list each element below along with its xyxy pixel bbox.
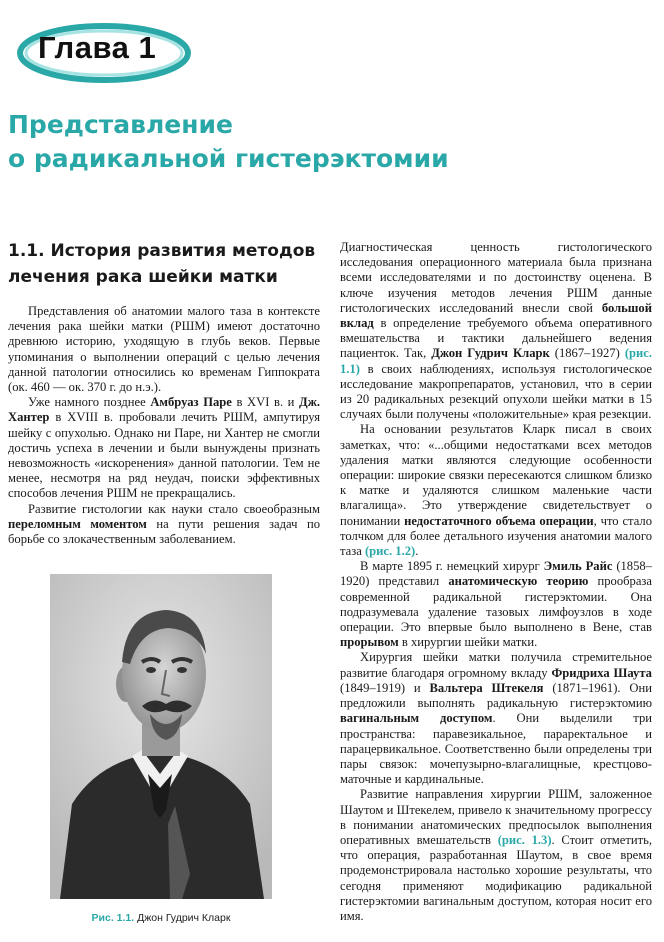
title-line-1: Представление <box>8 110 233 139</box>
paragraph: На основании результатов Кларк писал в своих заметках, что: «...общими недостатками всех методов удаления матки являются следующие особенности операции: широкие связки пересекаются слишком близко к матке и удаляются слишком маленькие части влагалища». Это утверждение свидетельствует о понимании недостаточного объема операции, что стало толчком для более детального изучения анатомии малого таза (рис. 1.2). <box>340 422 652 559</box>
figure-caption <box>50 912 272 924</box>
right-column <box>340 240 652 924</box>
paragraph: Развитие направления хирургии РШМ, заложенное Шаутом и Штекелем, привело к значительному прогрессу в понимании анатомических предпосылок выполнения оперативных вмешательств (рис. 1.3). Стоит отметить, что операция, разработанная Шаутом, в свое время продемонстрировала настолько хорошие результаты, что сегодня применяют модификацию радикальной гистерэктомии вагинальным доступом, которая носит его имя. <box>340 787 652 923</box>
figure-reference: (рис. 1.2) <box>364 544 416 559</box>
chapter-label: Глава 1 <box>38 30 157 65</box>
title-line-2: о радикальной гистерэктомии <box>8 144 449 173</box>
figure-reference: (рис. 1.3) <box>497 832 552 847</box>
page-title <box>8 108 449 176</box>
paragraph: Уже намного позднее Амбруаз Паре в XVI в. и Дж. Хантер в XVIII в. пробовали лечить РШМ, ампутируя шейку с опухолью. Однако ни Паре, ни Хантер не смогли достичь успеха в лечении и были вынуждены признать невозможность «искоренения» данной патологии. Тем не менее, несмотря на ряд неудач, поиски эффективных способов лечения РШМ не прекращались. <box>8 395 320 501</box>
paragraph: В марте 1895 г. немецкий хирург Эмиль Райс (1858–1920) представил анатомическую теорию прообраза современной радикальной гистерэктомии. Она подразумевала удаление тазовых лимфоузлов в ходе операции. Это впервые было выполнено в Вене, став прорывом в хирургии шейки матки. <box>340 559 653 650</box>
section-heading: 1.1. История развития методов лечения рака шейки матки <box>8 241 316 287</box>
figure-reference: (рис. 1.1) <box>340 346 653 376</box>
left-column <box>8 304 320 547</box>
figure-number: Рис. 1.1. <box>91 912 135 924</box>
figure-caption-text: Джон Гудрич Кларк <box>137 912 231 924</box>
paragraph: Хирургия шейки матки получила стремительное развитие благодаря огромному вкладу Фридриха Шаута (1849–1919) и Вальтера Штекеля (1871–1961). Они предложили выполнять радикальную гистерэктомию вагинальным доступом. Они выделили три пространства: паравезикальное, параректальное и парацервикальное. Соответственно были определены три пары связок: мочепузырно-влагалищные, крестцово-маточные и кардинальные. <box>340 650 652 787</box>
paragraph: Представления об анатомии малого таза в контексте лечения рака шейки матки (РШМ) имеют достаточно древнюю историю, уходящую в глубь веков. Первые упоминания о выполнении операций с целью лечения данной патологии относились ко временам Гиппократа (ок. 460 — ок. 370 г. до н.э.). <box>8 304 320 395</box>
paragraph: Диагностическая ценность гистологического исследования операционного материала была признана всеми исследователями и по достоинству оценена. В ключе изучения методов лечения РШМ данные гистологических исследований внесли свой большой вклад в определение требуемого объема оперативного вмешательства и тактики дальнейшего ведения пациенток. Так, Джон Гудрич Кларк (1867–1927) (рис. 1.1) в своих наблюдениях, используя гистологическое исследование макропрепаратов, установил, что в серии из 20 радикальных резекций опухоли шейки матки в 15 случаях были получены «положительные» края резекции. <box>340 240 653 422</box>
paragraph: Развитие гистологии как науки стало своеобразным переломным моментом на пути решения задач по борьбе со злокачественным заболеванием. <box>8 501 320 547</box>
portrait-photo <box>50 574 272 899</box>
